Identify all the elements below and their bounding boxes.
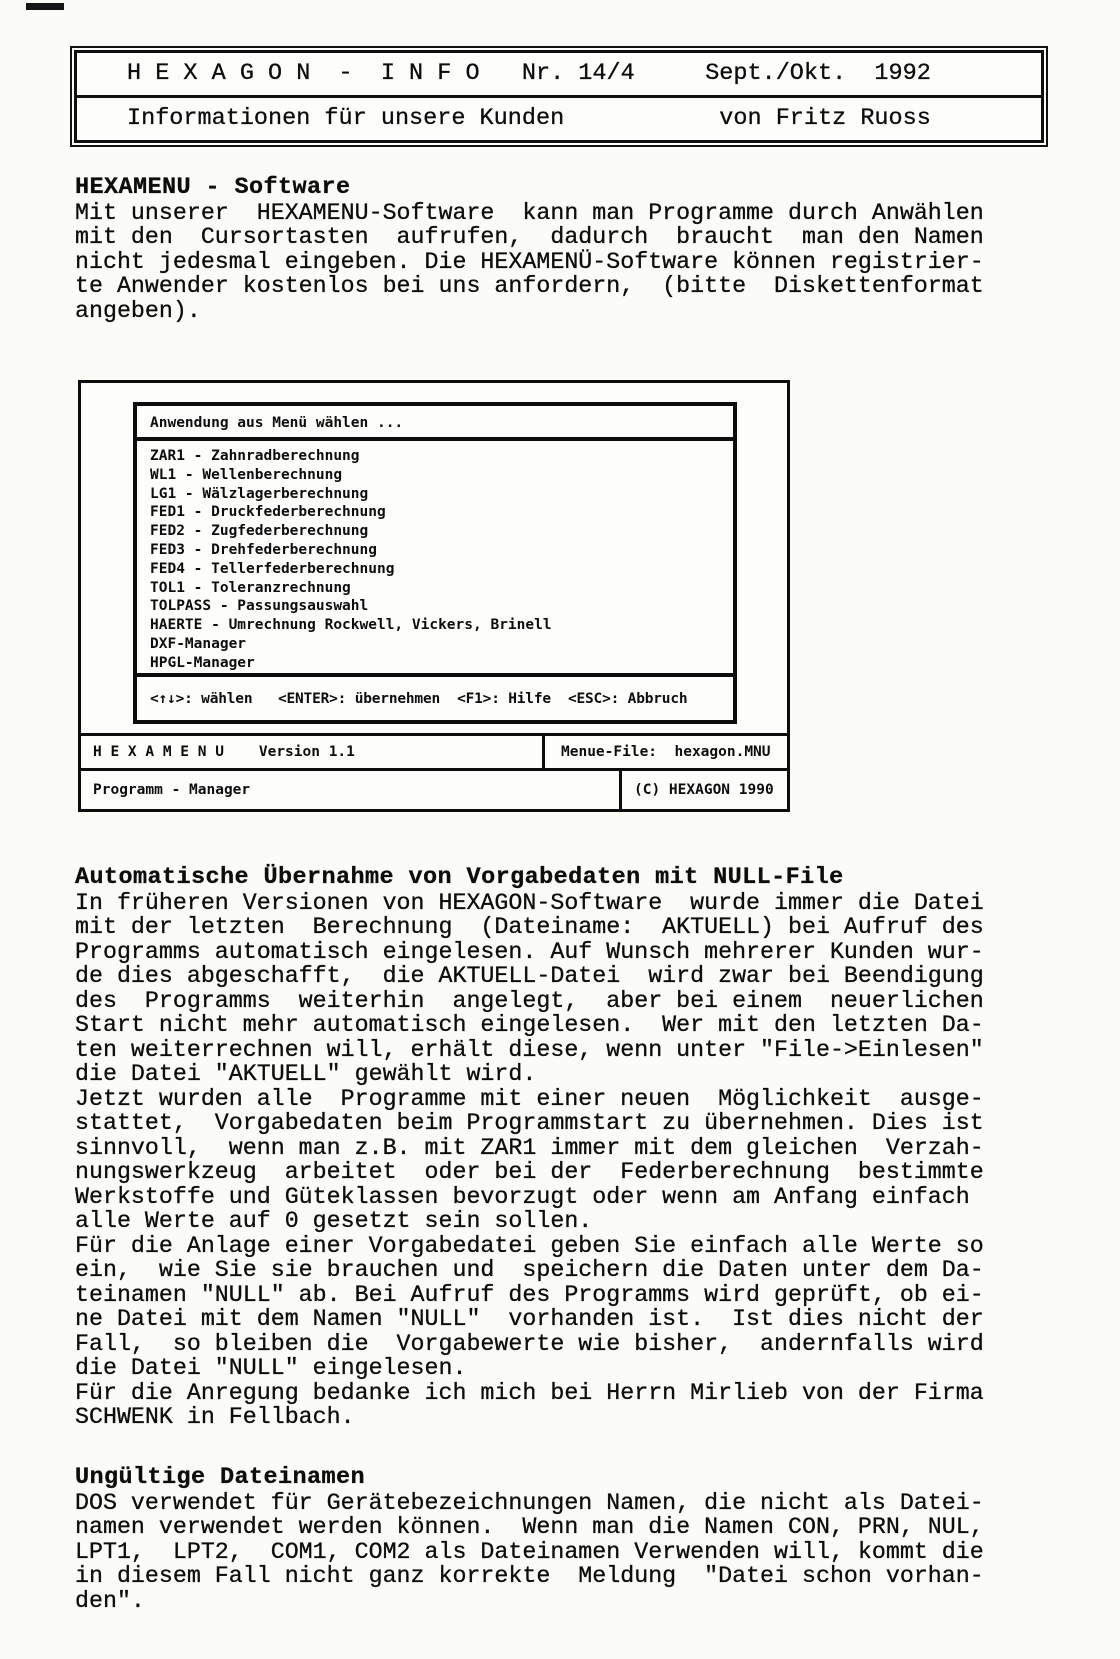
- body-line: LPT1, LPT2, COM1, COM2 als Dateinamen Verwenden will, kommt die: [75, 1538, 984, 1565]
- menu-item-zar1: ZAR1 - Zahnradberechnung: [150, 448, 360, 464]
- menu-item-fed2: FED2 - Zugfederberechnung: [150, 523, 369, 540]
- menu-item-lg1: LG1 - Wälzlagerberechnung: [150, 485, 369, 502]
- menu-item-fed1: FED1 - Druckfederberechnung: [150, 504, 386, 521]
- key-hints-bar: <↑↓>: wählen <ENTER>: übernehmen <F1>: Hilfe <ESC>: Abbruch: [150, 690, 688, 707]
- menu-item-list: [137, 441, 733, 673]
- body-line: ein, wie Sie sie brauchen und speichern die Daten unter dem Da-: [75, 1257, 984, 1283]
- body-line: die Datei "AKTUELL" gewählt wird.: [75, 1061, 537, 1087]
- body-line: teinamen "NULL" ab. Bei Aufruf des Programms wird geprüft, ob ei-: [75, 1281, 984, 1308]
- body-line: Jetzt wurden alle Programme mit einer neuen Möglichkeit ausge-: [75, 1085, 984, 1112]
- section-hexamenu-software: [75, 176, 984, 323]
- app-version-label: H E X A M E N U Version 1.1: [81, 736, 545, 768]
- section-heading: Ungültige Dateinamen: [75, 1464, 366, 1491]
- body-line: ne Datei mit dem Namen "NULL" vorhanden ist. Ist dies nicht der: [75, 1306, 984, 1332]
- menu-item-dxf-manager: DXF-Manager: [150, 635, 247, 652]
- footer-bar: [81, 771, 787, 809]
- copyright-label: (C) HEXAGON 1990: [619, 771, 787, 809]
- body-line: mit der letzten Berechnung (Dateiname: AKTUELL) bei Aufruf des: [75, 914, 984, 940]
- menu-item-tolpass: TOLPASS - Passungsauswahl: [150, 598, 369, 615]
- body-line: sinnvoll, wenn man z.B. mit ZAR1 immer mit dem gleichen Verzah-: [75, 1134, 984, 1161]
- menu-item-hpgl-manager: HPGL-Manager: [150, 654, 255, 671]
- body-line: nicht jedesmal eingeben. Die HEXAMENÜ-Software können registrier-: [75, 248, 984, 275]
- body-line: Start nicht mehr automatisch eingelesen. Wer mit den letzten Da-: [75, 1012, 984, 1038]
- menue-file-label: Menue-File: hexagon.MNU: [561, 744, 771, 760]
- section-null-file: [75, 866, 984, 1430]
- body-line: den".: [75, 1587, 145, 1614]
- menu-item-fed3: FED3 - Drehfederberechnung: [150, 541, 377, 558]
- header-title-row: H E X A G O N - I N F O Nr. 14/4 Sept./Okt. 1992: [77, 53, 1041, 98]
- body-line: mit den Cursortasten aufrufen, dadurch braucht man den Namen: [75, 224, 984, 250]
- body-line: des Programms weiterhin angelegt, aber bei einem neuerlichen: [75, 987, 984, 1014]
- body-line: SCHWENK in Fellbach.: [75, 1404, 355, 1430]
- header-box: [70, 46, 1048, 147]
- menu-item-fed4: FED4 - Tellerfederberechnung: [150, 560, 395, 577]
- scan-artifact: [26, 3, 64, 10]
- body-line: stattet, Vorgabedaten beim Programmstart zu übernehmen. Dies ist: [75, 1110, 984, 1136]
- body-line: die Datei "NULL" eingelesen.: [75, 1355, 467, 1381]
- menu-dialog: [133, 402, 737, 724]
- body-line: in diesem Fall nicht ganz korrekte Meldung "Datei schon vorhan-: [75, 1563, 984, 1589]
- header-box-inner: [74, 50, 1044, 143]
- body-line: In früheren Versionen von HEXAGON-Software wurde immer die Datei: [75, 889, 984, 916]
- body-line: Fall, so bleiben die Vorgabewerte wie bisher, andernfalls wird: [75, 1330, 984, 1357]
- body-line: Für die Anlage einer Vorgabedatei geben Sie einfach alle Werte so: [75, 1232, 984, 1259]
- header-subtitle-row: Informationen für unsere Kunden von Fritz Ruoss: [127, 105, 931, 132]
- body-line: nungswerkzeug arbeitet oder bei der Federberechnung bestimmte: [75, 1159, 984, 1185]
- body-line: Werkstoffe und Güteklassen bevorzugt oder wenn am Anfang einfach: [75, 1183, 970, 1210]
- program-manager-label: Programm - Manager: [93, 782, 251, 798]
- dos-menu-screenshot: [78, 380, 790, 812]
- body-line: Programms automatisch eingelesen. Auf Wunsch mehrerer Kunden wur-: [75, 938, 984, 965]
- menu-item-haerte: HAERTE - Umrechnung Rockwell, Vickers, Brinell: [150, 617, 552, 634]
- body-line: ten weiterrechnen will, erhält diese, wenn unter "File->Einlesen": [75, 1036, 984, 1063]
- body-line: namen verwendet werden können. Wenn man die Namen CON, PRN, NUL,: [75, 1514, 984, 1540]
- body-line: te Anwender kostenlos bei uns anfordern, (bitte Diskettenformat: [75, 273, 984, 299]
- body-line: alle Werte auf 0 gesetzt sein sollen.: [75, 1208, 593, 1234]
- section-heading: HEXAMENU - Software: [75, 174, 351, 201]
- body-line: Mit unserer HEXAMENU-Software kann man Programme durch Anwählen: [75, 199, 984, 226]
- section-invalid-filenames: [75, 1466, 984, 1613]
- menu-item-tol1: TOL1 - Toleranzrechnung: [150, 579, 351, 596]
- menu-item-wl1: WL1 - Wellenberechnung: [150, 466, 343, 483]
- body-line: de dies abgeschafft, die AKTUELL-Datei wird zwar bei Beendigung: [75, 963, 984, 989]
- body-line: DOS verwendet für Gerätebezeichnungen Namen, die nicht als Datei-: [75, 1489, 984, 1516]
- body-line: angeben).: [75, 297, 201, 324]
- section-heading: Automatische Übernahme von Vorgabedaten mit NULL-File: [75, 864, 844, 891]
- body-line: Für die Anregung bedanke ich mich bei Herrn Mirlieb von der Firma: [75, 1379, 984, 1406]
- status-bar: [81, 733, 787, 771]
- dialog-title: Anwendung aus Menü wählen ...: [150, 415, 404, 431]
